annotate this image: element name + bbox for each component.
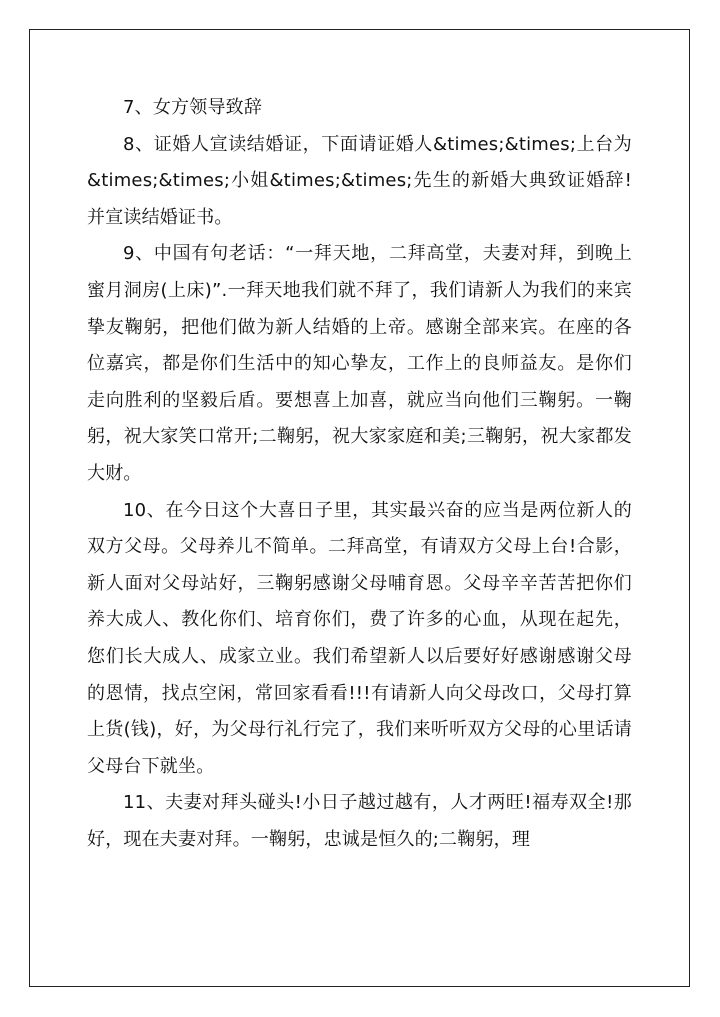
paragraph-10: 10、在今日这个大喜日子里，其实最兴奋的应当是两位新人的双方父母。父母养儿不简单。二拜高堂，有请双方父母上台!合影，新人面对父母站好，三鞠躬感谢父母哺育恩。父母辛辛苦苦把你们养大成人、教化你们、培育你们，费了许多的心血，从现在起先，您们长大成人、成家立业。我们希望新人以后要好好感谢感谢父母的恩情，找点空闲，常回家看看!!!有请新人向父母改口，父母打算上货(钱)，好，为父母行礼行完了，我们来听听双方父母的心里话请父母台下就坐。 [87, 499, 632, 777]
paragraph-9: 9、中国有句老话：“一拜天地，二拜高堂，夫妻对拜，到晚上蜜月洞房(上床)”.一拜天地我们就不拜了，我们请新人为我们的来宾挚友鞠躬，把他们做为新人结婚的上帝。感谢全部来宾。在座的各位嘉宾，都是你们生活中的知心挚友，工作上的良师益友。是你们走向胜利的坚毅后盾。要想喜上加喜，就应当向他们三鞠躬。一鞠躬，祝大家笑口常开;二鞠躬，祝大家家庭和美;三鞠躬，祝大家都发大财。 [87, 243, 632, 484]
paragraph-7: 7、女方领导致辞 [123, 97, 263, 118]
paragraph-11: 11、夫妻对拜头碰头!小日子越过越有，人才两旺!福寿双全!那好，现在夫妻对拜。一鞠躬，忠诚是恒久的;二鞠躬，理 [87, 792, 632, 850]
paragraph-8: 8、证婚人宣读结婚证，下面请证婚人&times;&times;上台为&times;&times;小姐&times;&times;先生的新婚大典致证婚辞!并宣读结婚证书。 [87, 133, 632, 228]
document-body [87, 90, 632, 858]
